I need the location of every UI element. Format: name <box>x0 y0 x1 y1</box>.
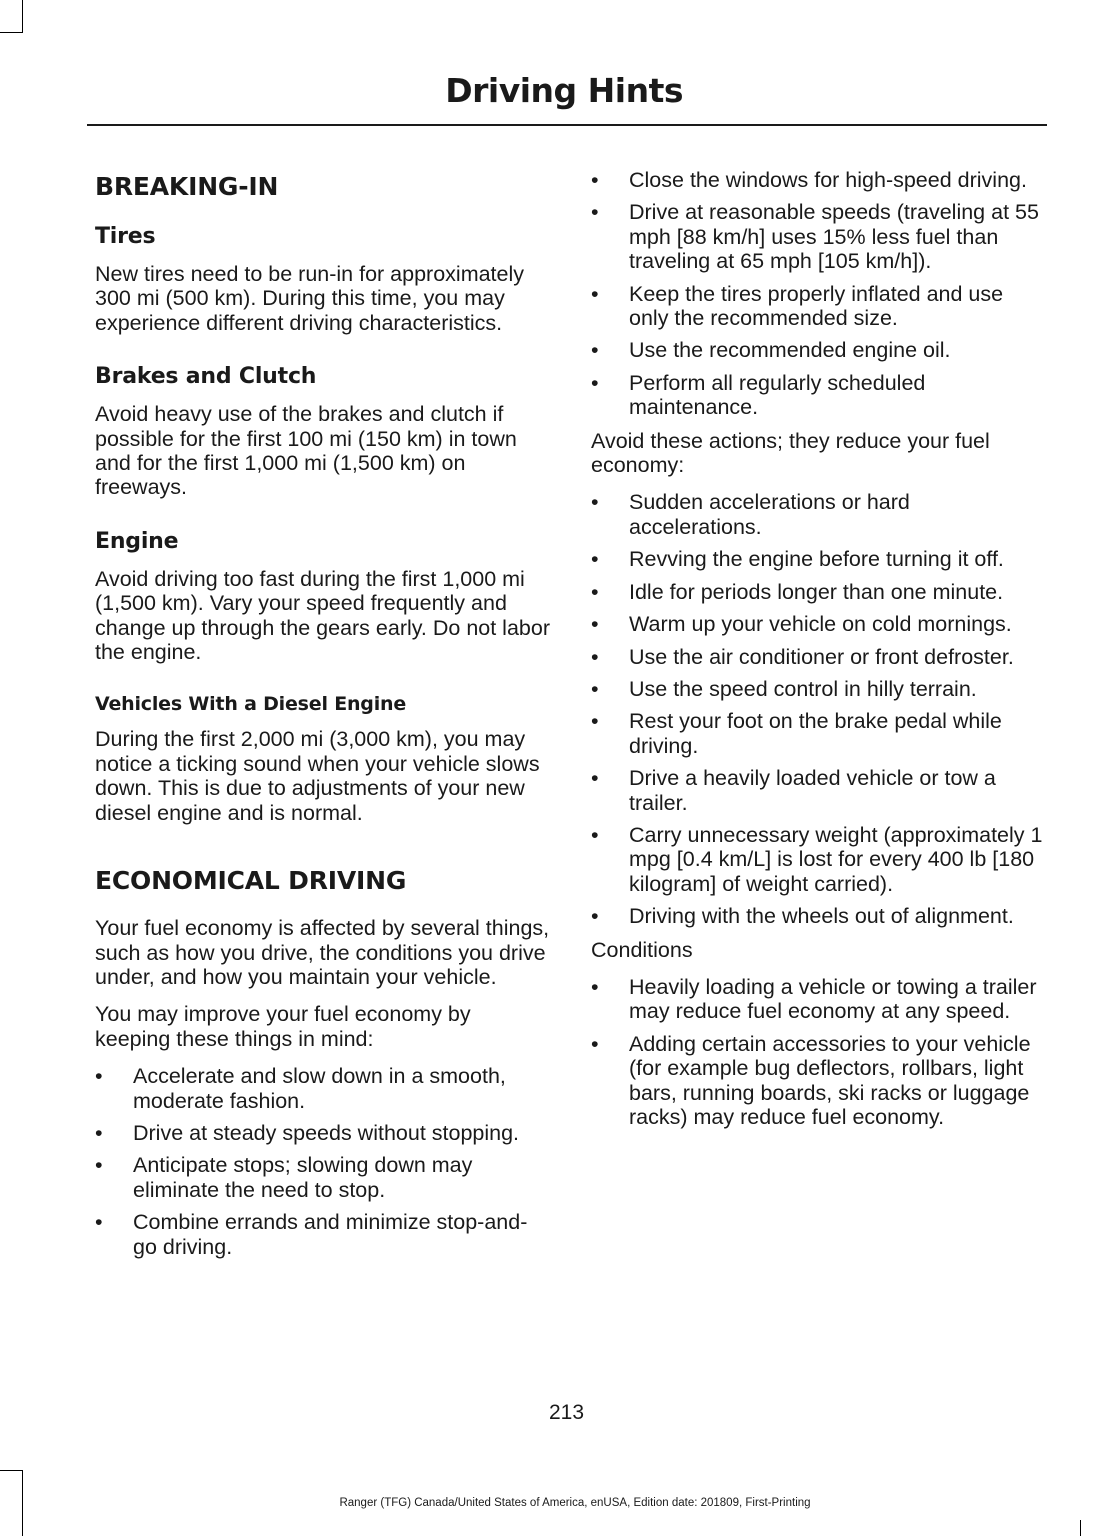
subheading-engine: Engine <box>95 528 179 554</box>
list-item-text: Drive at steady speeds without stopping. <box>133 1120 520 1145</box>
bullet-icon: • <box>591 168 599 192</box>
bullet-icon: • <box>95 1210 103 1235</box>
list-item-text: Anticipate stops; slowing down may eliminate the need to stop. <box>133 1153 473 1202</box>
list-item-text: Revving the engine before turning it off. <box>629 547 1004 572</box>
list-item-text: Drive a heavily loaded vehicle or tow a trailer. <box>629 766 996 815</box>
list-item-text: Accelerate and slow down in a smooth, moderate fashion. <box>133 1064 506 1113</box>
list-item-text: Rest your foot on the brake pedal while driving. <box>629 709 1002 758</box>
list-item <box>95 1153 550 1202</box>
list-item-text: Use the air conditioner or front defroster. <box>629 644 1014 669</box>
list-item-text: Adding certain accessories to your vehicle (for example bug deflectors, rollbars, light bars, running boards, ski racks or luggage racks) may reduce fuel economy. <box>629 1031 1031 1129</box>
avoid-actions-list <box>591 490 1047 928</box>
bullet-icon: • <box>591 822 599 847</box>
section-heading-economical-driving: ECONOMICAL DRIVING <box>95 866 407 896</box>
bullet-icon: • <box>591 676 599 701</box>
list-item <box>95 1064 550 1113</box>
list-item <box>591 823 1047 896</box>
bullet-icon: • <box>591 904 599 929</box>
list-item-text: Close the windows for high-speed driving. <box>629 168 1027 192</box>
economy-tips-list <box>95 1064 550 1259</box>
bullet-icon: • <box>591 579 599 604</box>
bullet-icon: • <box>591 612 599 637</box>
bullet-icon: • <box>591 974 599 999</box>
conditions-list <box>591 975 1047 1129</box>
list-item-text: Perform all regularly scheduled maintenance. <box>629 370 926 420</box>
list-item <box>591 200 1047 273</box>
subheading-tires: Tires <box>95 224 156 249</box>
list-item <box>95 1210 550 1259</box>
bullet-icon: • <box>591 1031 599 1056</box>
list-item <box>591 490 1047 539</box>
list-item-text: Keep the tires properly inflated and use only the recommended size. <box>629 281 1004 331</box>
list-item-text: Drive at reasonable speeds (traveling at 55 mph [88 km/h] uses 15% less fuel than traveling at 65 mph [105 km/h]). <box>629 200 1039 274</box>
list-item <box>591 580 1047 604</box>
crop-mark <box>22 0 23 33</box>
list-item-text: Heavily loading a vehicle or towing a trailer may reduce fuel economy at any speed. <box>629 974 1037 1024</box>
conditions-label: Conditions <box>591 937 693 962</box>
list-item <box>591 975 1047 1024</box>
list-item <box>591 338 1047 362</box>
bullet-icon: • <box>591 200 599 225</box>
list-item <box>591 677 1047 701</box>
crop-mark <box>1080 1520 1081 1536</box>
left-column <box>95 170 550 1268</box>
footer-edition-info: Ranger (TFG) Canada/United States of America, enUSA, Edition date: 201809, First-Printing <box>339 1497 811 1509</box>
header-rule <box>87 124 1047 126</box>
subheading-brakes-clutch: Brakes and Clutch <box>95 364 317 390</box>
spacer <box>95 838 550 864</box>
paragraph-economy-intro: Your fuel economy is affected by several things, such as how you drive, the conditions you drive under, and how you maintain your vehicle. <box>95 916 550 989</box>
list-item-text: Sudden accelerations or hard accelerations. <box>629 490 910 539</box>
list-item <box>591 709 1047 758</box>
bullet-icon: • <box>591 490 599 515</box>
bullet-icon: • <box>95 1120 103 1145</box>
list-item <box>591 547 1047 571</box>
bullet-icon: • <box>95 1064 103 1089</box>
bullet-icon: • <box>591 370 599 395</box>
paragraph-tires: New tires need to be run-in for approximately 300 mi (500 km). During this time, you may experience different driving characteristics. <box>95 262 525 335</box>
right-column <box>591 168 1047 1138</box>
bullet-icon: • <box>591 709 599 734</box>
list-item <box>591 766 1047 815</box>
bullet-icon: • <box>95 1153 103 1178</box>
list-item <box>591 1032 1047 1130</box>
list-item <box>95 1121 550 1145</box>
list-item <box>591 282 1047 331</box>
paragraph-avoid-intro: Avoid these actions; they reduce your fuel economy: <box>591 428 990 478</box>
list-item-text: Carry unnecessary weight (approximately 1 mpg [0.4 km/L] is lost for every 400 lb [180 kilogram] of weight carried). <box>629 822 1043 896</box>
list-item-text: Use the recommended engine oil. <box>629 338 951 363</box>
crop-mark <box>0 1470 22 1471</box>
list-item <box>591 904 1047 928</box>
list-item <box>591 371 1047 420</box>
paragraph-engine: Avoid driving too fast during the first 1,000 mi (1,500 km). Vary your speed frequently and change up through the gears early. Do not labor the engine. <box>95 566 550 665</box>
list-item-text: Driving with the wheels out of alignment. <box>629 904 1014 929</box>
page-number: 213 <box>548 1401 585 1424</box>
spacer <box>95 513 550 527</box>
paragraph-economy-tips-intro: You may improve your fuel economy by keeping these things in mind: <box>95 1002 471 1051</box>
list-item <box>591 168 1047 192</box>
list-item-text: Warm up your vehicle on cold mornings. <box>629 612 1012 637</box>
subheading-diesel: Vehicles With a Diesel Engine <box>95 693 407 716</box>
bullet-icon: • <box>591 281 599 306</box>
list-item-text: Use the speed control in hilly terrain. <box>629 676 977 701</box>
paragraph-brakes-clutch: Avoid heavy use of the brakes and clutch if possible for the first 100 mi (150 km) in town and for the first 1,000 mi (1,500 km) on freeways. <box>95 402 517 500</box>
section-heading-breaking-in: BREAKING-IN <box>95 172 279 201</box>
list-item-text: Combine errands and minimize stop-and-go driving. <box>133 1210 528 1259</box>
crop-mark <box>0 32 22 33</box>
paragraph-diesel: During the first 2,000 mi (3,000 km), you may notice a ticking sound when your vehicle slows down. This is due to adjustments of your new diesel engine and is normal. <box>95 727 540 825</box>
list-item-text: Idle for periods longer than one minute. <box>629 579 1004 604</box>
list-item <box>591 645 1047 669</box>
bullet-icon: • <box>591 766 599 791</box>
spacer <box>95 677 550 691</box>
economy-tips-list-continued <box>591 168 1047 420</box>
page-title: Driving Hints <box>445 71 683 110</box>
bullet-icon: • <box>591 547 599 572</box>
list-item <box>591 612 1047 636</box>
bullet-icon: • <box>591 644 599 669</box>
spacer <box>95 348 550 362</box>
bullet-icon: • <box>591 338 599 363</box>
